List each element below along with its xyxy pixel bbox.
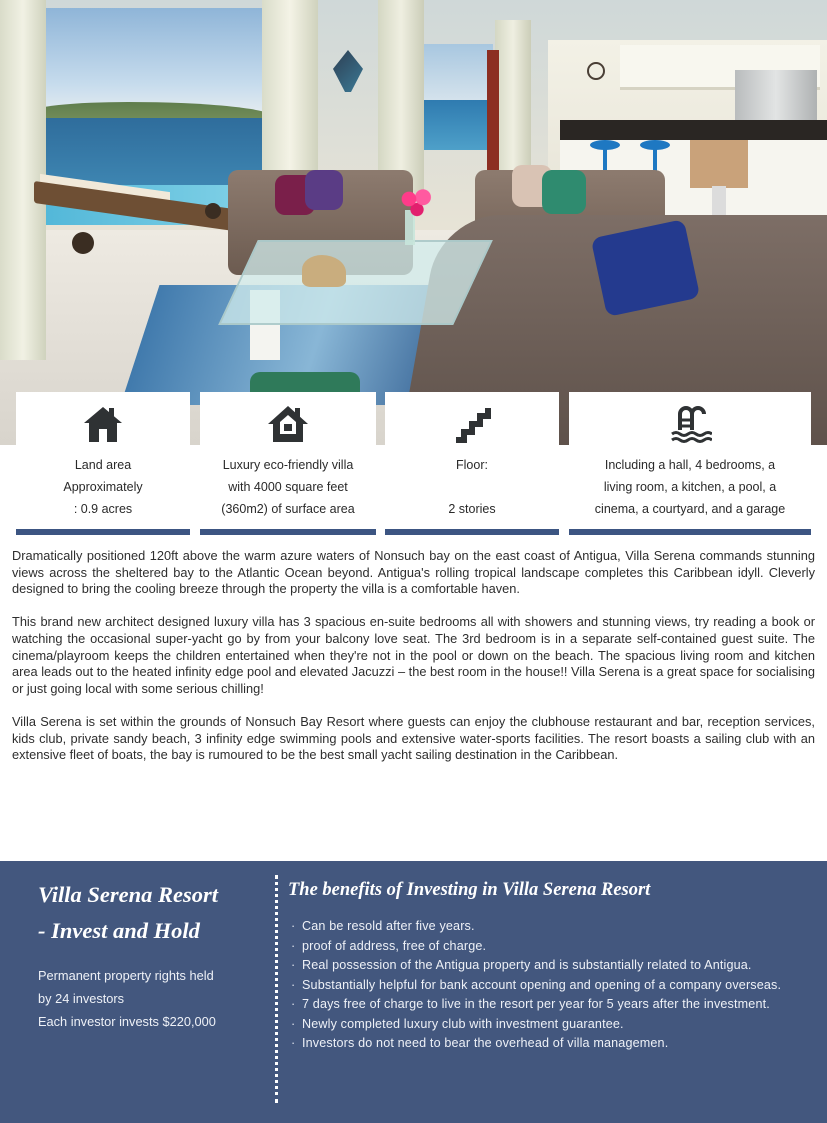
feature-label (569, 454, 811, 520)
benefit-item: · Real possession of the Antigua property and is substantially related to Antigua. (290, 956, 790, 976)
pool-icon (668, 402, 712, 446)
description-paragraph: Dramatically positioned 120ft above the warm azure waters of Nonsuch bay on the east coast of Antigua, Villa Serena commands stunning views across the sheltered bay to the Atlantic Ocean beyond. Antigua's rolling tropical landscape completes this Caribbean idyll. Cleverly designed to bring the cooling breeze through the property the villa is a comfortable haven. (12, 548, 815, 597)
bar-stool (590, 140, 620, 150)
hero-photo (0, 0, 827, 445)
feature-underline (16, 529, 190, 535)
feature-label-line: Including a hall, 4 bedrooms, a (604, 458, 776, 472)
door-frame (487, 50, 499, 180)
glass-coffee-table (218, 240, 493, 325)
curtain (495, 20, 531, 180)
villa-icon (266, 402, 310, 446)
description-paragraph: Villa Serena is set within the grounds of Nonsuch Bay Resort where guests can enjoy the clubhouse restaurant and bar, reception services, kids club, private sandy beach, 3 infinity edge swimming pools and extensive water-sports facilities. The resort boasts a sailing club with an extensive fleet of boats, the bay is rumoured to be the best small yacht sailing destination in the Caribbean. (12, 713, 815, 763)
description-paragraph: This brand new architect designed luxury villa has 3 spacious en-suite bedrooms all with showers and stunning views, try reading a book or watching the occasional super-yacht go by from your balcony love seat. The 3rd bedroom is in a separate self-contained guest suite. The cinema/playroom keeps the children entertained when they're not in the pool or down on the beach. The spacious living room and kitchen area leads out to the heated infinity edge pool and elevated Jacuzzi – the best room in the house!! Villa Serena is a great space for socialising or just going local with some serious chilling! (12, 614, 815, 696)
bay-water (418, 100, 493, 150)
fish-wall-art (333, 50, 363, 92)
pillow (305, 170, 343, 210)
investment-heading (38, 877, 268, 949)
benefits-title: The benefits of Investing in Villa Serena Resort (288, 880, 651, 900)
investment-heading-line: Villa Serena Resort (38, 882, 219, 907)
benefit-item: · Substantially helpful for bank account opening and opening of a company overseas. (290, 976, 790, 996)
lounger-wheel (205, 203, 221, 219)
feature-label-line: Approximately (63, 480, 143, 494)
feature-label-line: Floor: (456, 458, 488, 472)
stairs-icon (450, 402, 494, 446)
kitchen-counter (560, 120, 827, 140)
feature-cards (16, 392, 811, 538)
description (12, 548, 815, 780)
benefit-item: · proof of address, free of charge. (290, 937, 790, 957)
benefits-list (290, 917, 790, 1054)
feature-label-line: with 4000 square feet (228, 480, 348, 494)
elephant-statue (302, 255, 346, 287)
feature-underline (569, 529, 811, 535)
bar-stool (640, 140, 670, 150)
investment-term: Each investor invests $220,000 (38, 1014, 216, 1029)
feature-card-facilities (569, 392, 811, 538)
dotted-divider (275, 875, 278, 1103)
feature-label-line: Luxury eco-friendly villa (222, 458, 354, 472)
curtain (262, 0, 318, 190)
investment-term: by 24 investors (38, 991, 125, 1006)
benefit-item: · 7 days free of charge to live in the resort per year for 5 years after the investment. (290, 995, 790, 1015)
feature-label (16, 454, 190, 520)
house-icon (81, 402, 125, 446)
investment-term: Permanent property rights held (38, 968, 214, 983)
feature-label-line: 2 stories (448, 502, 496, 516)
feature-card-villa (200, 392, 376, 538)
feature-card-land (16, 392, 190, 538)
feature-label (385, 454, 559, 520)
feature-underline (200, 529, 376, 535)
feature-label-line: (360m2) of surface area (221, 502, 355, 516)
feature-label-line (385, 476, 559, 498)
pillow (542, 170, 586, 214)
feature-card-floor (385, 392, 559, 538)
feature-label-line: : 0.9 acres (73, 502, 133, 516)
feature-label (200, 454, 376, 520)
wall-clock (587, 62, 605, 80)
flowers (397, 185, 437, 220)
feature-label-line: living room, a kitchen, a pool, a (603, 480, 777, 494)
feature-label-line: cinema, a courtyard, and a garage (594, 502, 786, 516)
table-lamp (690, 140, 748, 188)
investment-terms (38, 964, 268, 1033)
benefit-item: · Can be resold after five years. (290, 917, 790, 937)
feature-underline (385, 529, 559, 535)
benefit-item: · Newly completed luxury club with investment guarantee. (290, 1015, 790, 1035)
lounger-wheel (72, 232, 94, 254)
investment-heading-line: - Invest and Hold (38, 918, 200, 943)
investment-panel (0, 861, 827, 1123)
benefit-item: · Investors do not need to bear the overhead of villa managemen. (290, 1034, 790, 1054)
feature-label-line: Land area (74, 458, 132, 472)
